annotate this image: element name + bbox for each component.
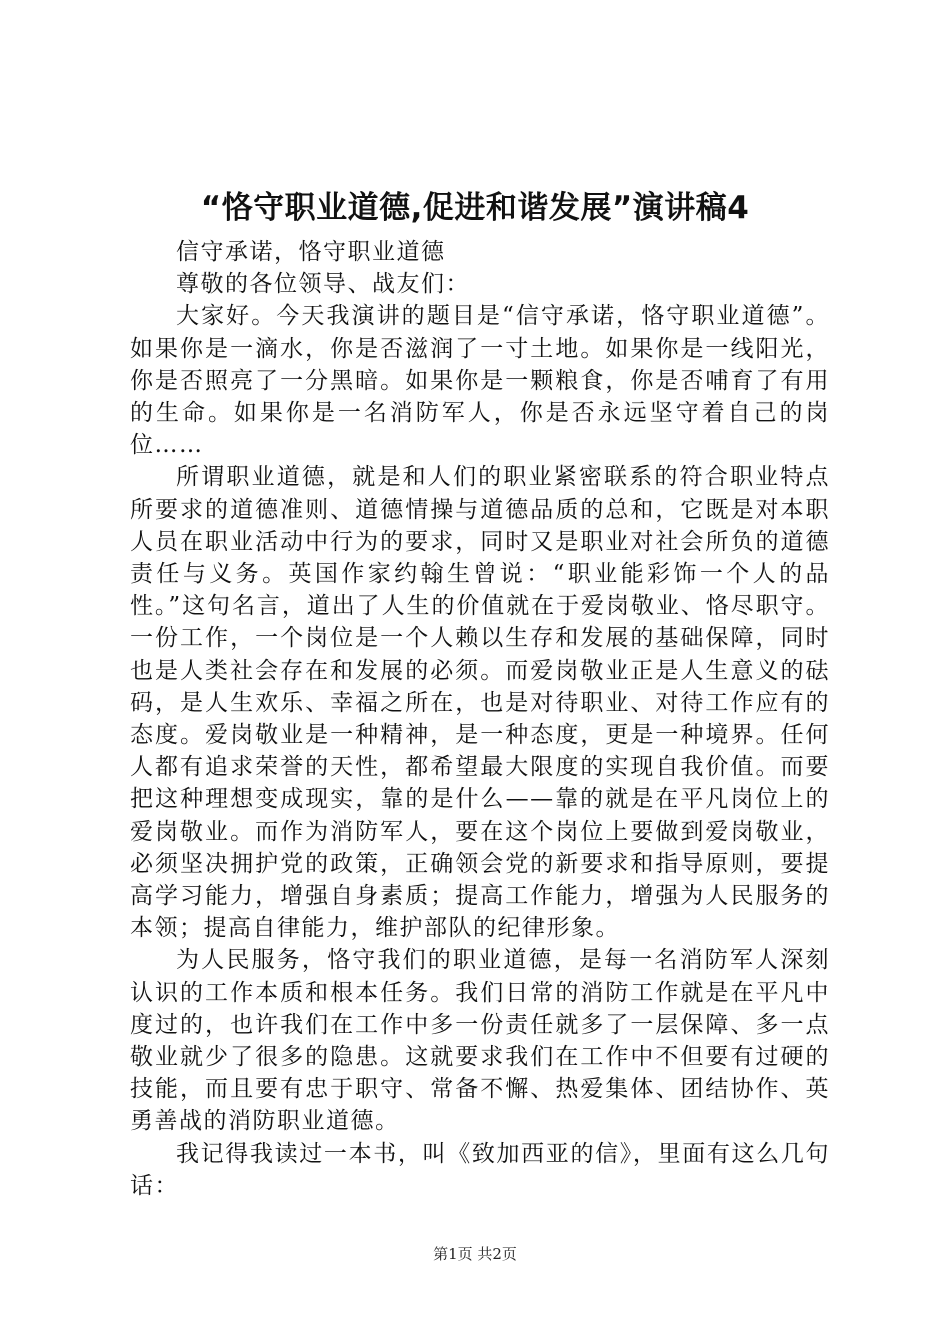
- salutation: 尊敬的各位领导、战友们：: [176, 271, 470, 298]
- body-paragraph: 大家好。今天我演讲的题目是“信守承诺，恪守职业道德”。如果你是一滴水，你是否滋润了一寸土地。如果你是一线阳光，你是否照亮了一分黑暗。如果你是一颗粮食，你是否哺育了有用的生命。如果你是一名消防军人，你是否永远坚守着自己的岗位……: [130, 303, 830, 459]
- speech-subtitle: 信守承诺，恪守职业道德: [176, 239, 446, 265]
- document-title: “恪守职业道德,促进和谐发展”演讲稿4: [200, 190, 750, 226]
- document-body: [130, 236, 830, 1202]
- body-paragraph: 为人民服务，恪守我们的职业道德，是每一名消防军人深刻认识的工作本质和根本任务。我们日常的消防工作就是在平凡中度过的，也许我们在工作中多一份责任就多了一层保障、多一点敬业就少了很多的隐患。这就要求我们在工作中不但要有过硬的技能，而且要有忠于职守、常备不懈、热爱集体、团结协作、英勇善战的消防职业道德。: [130, 947, 830, 1135]
- body-paragraph: 我记得我读过一本书，叫《致加西亚的信》，里面有这么几句话：: [130, 1140, 830, 1199]
- body-paragraph: 所谓职业道德，就是和人们的职业紧密联系的符合职业特点所要求的道德准则、道德情操与道德品质的总和，它既是对本职人员在职业活动中行为的要求，同时又是职业对社会所负的道德责任与义务。英国作家约翰生曾说：“职业能彩饰一个人的品性。”这句名言，道出了人生的价值就在于爱岗敬业、恪尽职守。一份工作，一个岗位是一个人赖以生存和发展的基础保障，同时也是人类社会存在和发展的必须。而爱岗敬业正是人生意义的砝码，是人生欢乐、幸福之所在，也是对待职业、对待工作应有的态度。爱岗敬业是一种精神，是一种态度，更是一种境界。任何人都有追求荣誉的天性，都希望最大限度的实现自我价值。而要把这种理想变成现实，靠的是什么——靠的就是在平凡岗位上的爱岗敬业。而作为消防军人，要在这个岗位上要做到爱岗敬业，必须坚决拥护党的政策，正确领会党的新要求和指导原则，要提高学习能力，增强自身素质；提高工作能力，增强为人民服务的本领；提高自律能力，维护部队的纪律形象。: [130, 464, 830, 942]
- page-number-footer: 第1页 共2页: [433, 1245, 517, 1263]
